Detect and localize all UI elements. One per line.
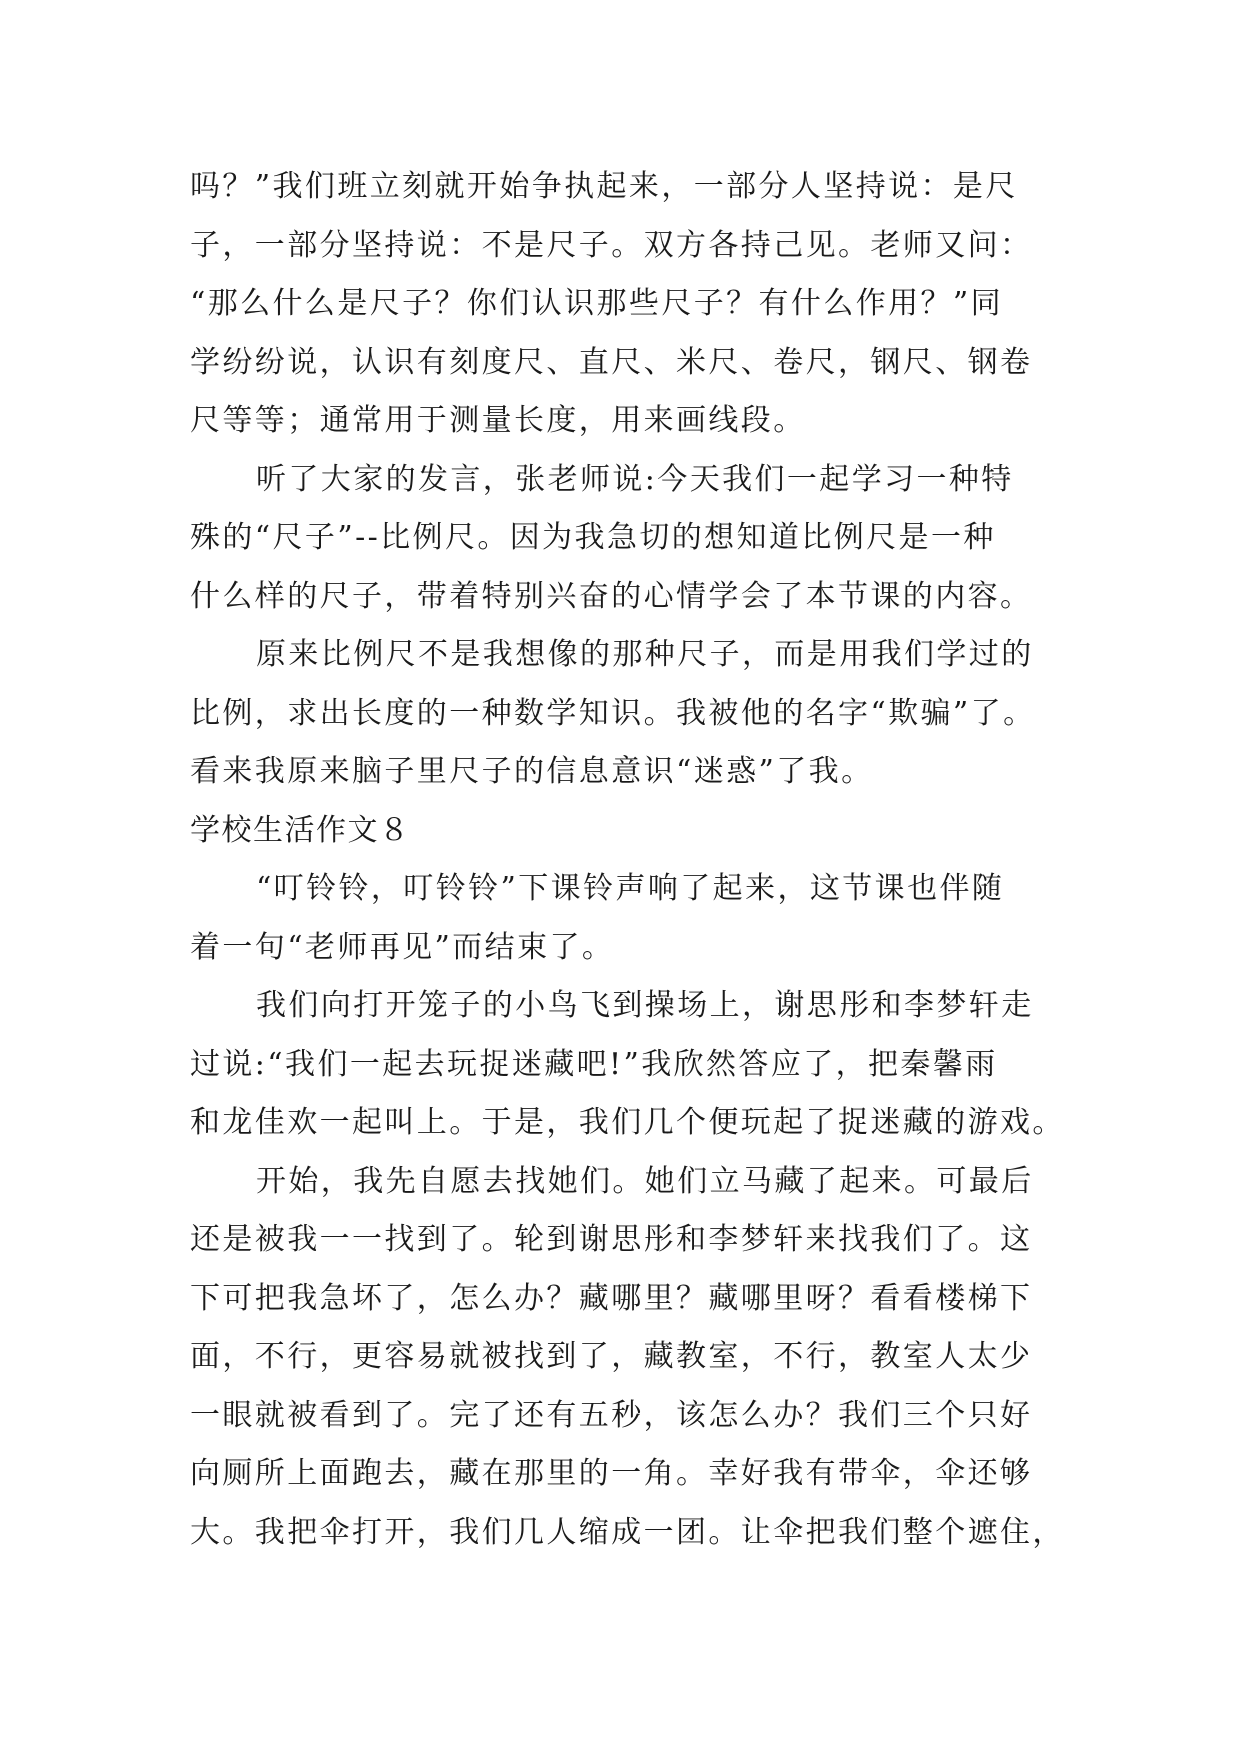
text-line: 子，一部分坚持说：不是尺子。双方各持己见。老师又问： [190,227,1033,263]
paragraph-first-line: 听了大家的发言，张老师说:今天我们一起学习一种特 [256,461,1014,497]
section-heading: 学校生活作文８ [190,812,411,848]
paragraph-first-line: 开始，我先自愿去找她们。她们立马藏了起来。可最后 [256,1163,1034,1199]
text-line: 什么样的尺子，带着特别兴奋的心情学会了本节课的内容。 [190,578,1033,614]
text-line: 大。我把伞打开，我们几人缩成一团。让伞把我们整个遮住， [190,1514,1065,1550]
text-line: 殊的“尺子”--比例尺。因为我急切的想知道比例尺是一种 [190,520,996,555]
text-line: 尺等等；通常用于测量长度，用来画线段。 [190,403,806,438]
text-line: 面，不行，更容易就被找到了，藏教室，不行，教室人太少 [190,1339,1033,1374]
text-line: 吗？”我们班立刻就开始争执起来，一部分人坚持说：是尺 [190,169,1018,204]
text-line: 学纷纷说，认识有刻度尺、直尺、米尺、卷尺，钢尺、钢卷 [190,344,1033,380]
text-line: 着一句“老师再见”而结束了。 [190,929,615,965]
text-line: 下可把我急坏了，怎么办？藏哪里？藏哪里呀？看看楼梯下 [190,1280,1033,1316]
text-line: 和龙佳欢一起叫上。于是，我们几个便玩起了捉迷藏的游戏。 [190,1105,1065,1140]
text-line: 向厕所上面跑去，藏在那里的一角。幸好我有带伞，伞还够 [190,1456,1033,1491]
paragraph-first-line: “叮铃铃，叮铃铃”下课铃声响了起来，这节课也伴随 [256,871,1005,906]
text-line: 比例，求出长度的一种数学知识。我被他的名字“欺骗”了。 [190,695,1036,731]
text-line: “那么什么是尺子？你们认识那些尺子？有什么作用？”同 [190,286,1004,321]
paragraph-first-line: 原来比例尺不是我想像的那种尺子，而是用我们学过的 [256,637,1034,672]
document-body [190,158,1065,1562]
text-line: 还是被我一一找到了。轮到谢思彤和李梦轩来找我们了。这 [190,1222,1033,1257]
text-line: 一眼就被看到了。完了还有五秒，该怎么办？我们三个只好 [190,1397,1033,1433]
text-line: 过说:“我们一起去玩捉迷藏吧!”我欣然答应了，把秦馨雨 [190,1046,998,1082]
paragraph-first-line: 我们向打开笼子的小鸟飞到操场上，谢思彤和李梦轩走 [256,988,1034,1023]
text-line: 看来我原来脑子里尺子的信息意识“迷惑”了我。 [190,754,874,789]
